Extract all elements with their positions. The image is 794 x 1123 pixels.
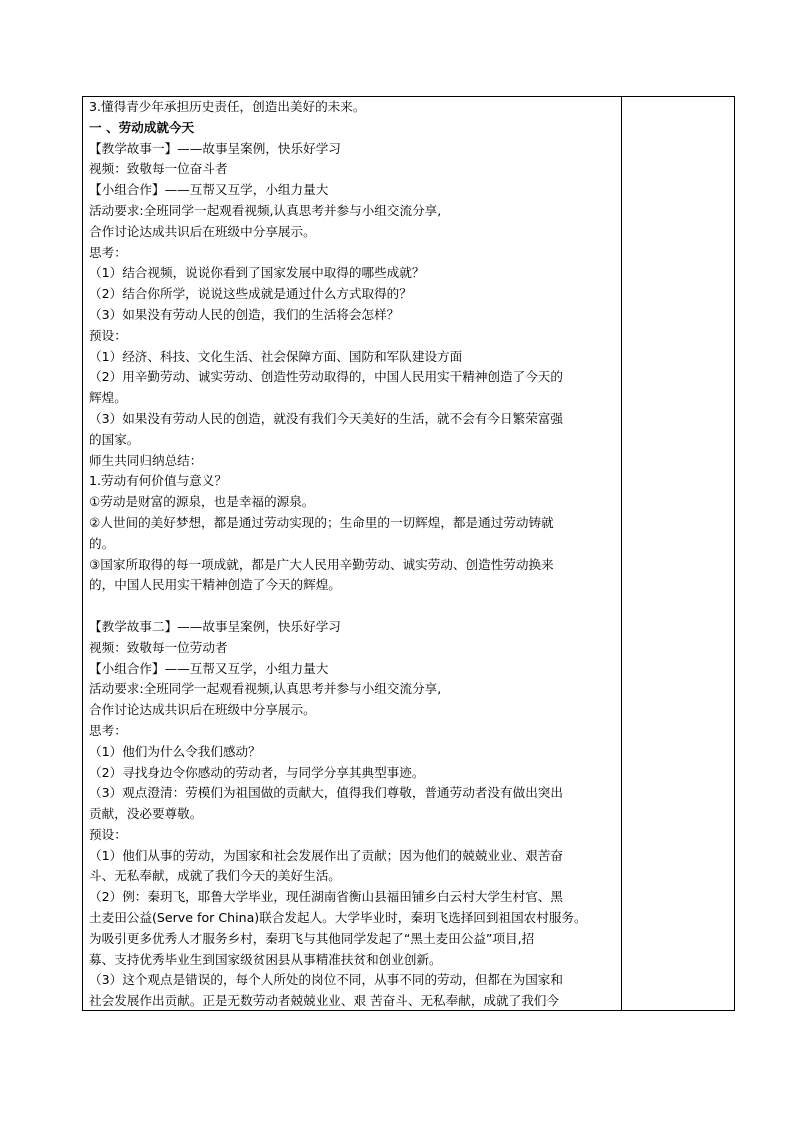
text-line: （3）如果没有劳动人民的创造，就没有我们今天美好的生活，就不会有今日繁荣富强	[89, 410, 563, 426]
text-line: 预设：	[89, 327, 127, 343]
text-line: ②人世间的美好梦想，都是通过劳动实现的；生命里的一切辉煌，都是通过劳动铸就	[89, 514, 554, 530]
text-line: 【小组合作】——互帮又互学，小组力量大	[89, 182, 329, 198]
lesson-content-cell	[89, 97, 617, 1012]
text-line: 思考：	[89, 722, 127, 738]
text-line: 贡献，没必要尊敬。	[89, 806, 203, 822]
text-line: 思考：	[89, 244, 127, 260]
text-line: 辉煌。	[89, 390, 127, 406]
text-line: 土麦田公益(Serve for China)联合发起人。大学毕业时，秦玥飞选择回到祖国农村服务。	[89, 910, 587, 926]
blank-line	[89, 596, 617, 617]
text-line: 社会发展作出贡献。正是无数劳动者兢兢业业、艰 苦奋斗、无私奉献，成就了我们今	[89, 993, 559, 1009]
notes-cell	[622, 97, 734, 1010]
text-line: 为吸引更多优秀人才服务乡村，秦玥飞与其他同学发起了“黑土麦田公益”项目,招	[89, 930, 535, 946]
text-line: 的。	[89, 535, 115, 551]
text-line: （1）他们从事的劳动，为国家和社会发展作出了贡献；因为他们的兢兢业业、艰苦奋	[89, 847, 563, 863]
text-line: 募、支持优秀毕业生到国家级贫困县从事精准扶贫和创业创新。	[89, 951, 442, 967]
text-line: 斗、无私奉献，成就了我们今天的美好生活。	[89, 868, 341, 884]
text-line: 的国家。	[89, 431, 140, 447]
text-line: （1）经济、科技、文化生活、社会保障方面、国防和军队建设方面	[89, 348, 463, 364]
text-line: （2）例：秦玥飞，耶鲁大学毕业，现任湖南省衡山县福田铺乡白云村大学生村官、黑	[89, 889, 563, 905]
text-line: 1.劳动有何价值与意义？	[89, 473, 227, 489]
text-line: 3.懂得青少年承担历史责任，创造出美好的未来。	[89, 99, 366, 114]
text-line: ①劳动是财富的源泉，也是幸福的源泉。	[89, 494, 315, 510]
text-line: 师生共同归纳总结：	[89, 452, 203, 468]
text-line: 活动要求:全班同学一起观看视频,认真思考并参与小组交流分享,	[89, 202, 442, 218]
lesson-table	[82, 96, 735, 1011]
text-line: 活动要求:全班同学一起观看视频,认真思考并参与小组交流分享,	[89, 681, 442, 697]
text-line: 的，中国人民用实干精神创造了今天的辉煌。	[89, 577, 341, 593]
text-line: （2）用辛勤劳动、诚实劳动、创造性劳动取得的，中国人民用实干精神创造了今天的	[89, 369, 563, 385]
text-line: （1）他们为什么令我们感动？	[89, 743, 261, 759]
text-line: 视频：致敬每一位奋斗者	[89, 161, 228, 177]
text-line: 【小组合作】——互帮又互学，小组力量大	[89, 660, 329, 676]
text-line: 视频：致敬每一位劳动者	[89, 639, 228, 655]
text-line: 预设：	[89, 826, 127, 842]
text-line: 合作讨论达成共识后在班级中分享展示。	[89, 702, 316, 718]
text-line: （1）结合视频，说说你看到了国家发展中取得的哪些成就？	[89, 265, 425, 281]
text-line: （3）这个观点是错误的，每个人所处的岗位不同，从事不同的劳动，但都在为国家和	[89, 972, 563, 988]
text-line: ③国家所取得的每一项成就，都是广大人民用辛勤劳动、诚实劳动、创造性劳动换来	[89, 556, 554, 572]
text-line: 合作讨论达成共识后在班级中分享展示。	[89, 223, 316, 239]
text-line: 【教学故事二】——故事呈案例，快乐好学习	[89, 618, 341, 634]
text-line: （2）寻找身边令你感动的劳动者，与同学分享其典型事迹。	[89, 764, 425, 780]
text-line: （3）如果没有劳动人民的创造，我们的生活将会怎样？	[89, 306, 400, 322]
text-line: （2）结合你所学，说说这些成就是通过什么方式取得的？	[89, 286, 412, 302]
text-line: 【教学故事一】——故事呈案例，快乐好学习	[89, 140, 341, 156]
text-line: 一 、劳动成就今天	[89, 119, 195, 135]
text-line: （3）观点澄清：劳模们为祖国做的贡献大，值得我们尊敬，普通劳动者没有做出突出	[89, 785, 563, 801]
